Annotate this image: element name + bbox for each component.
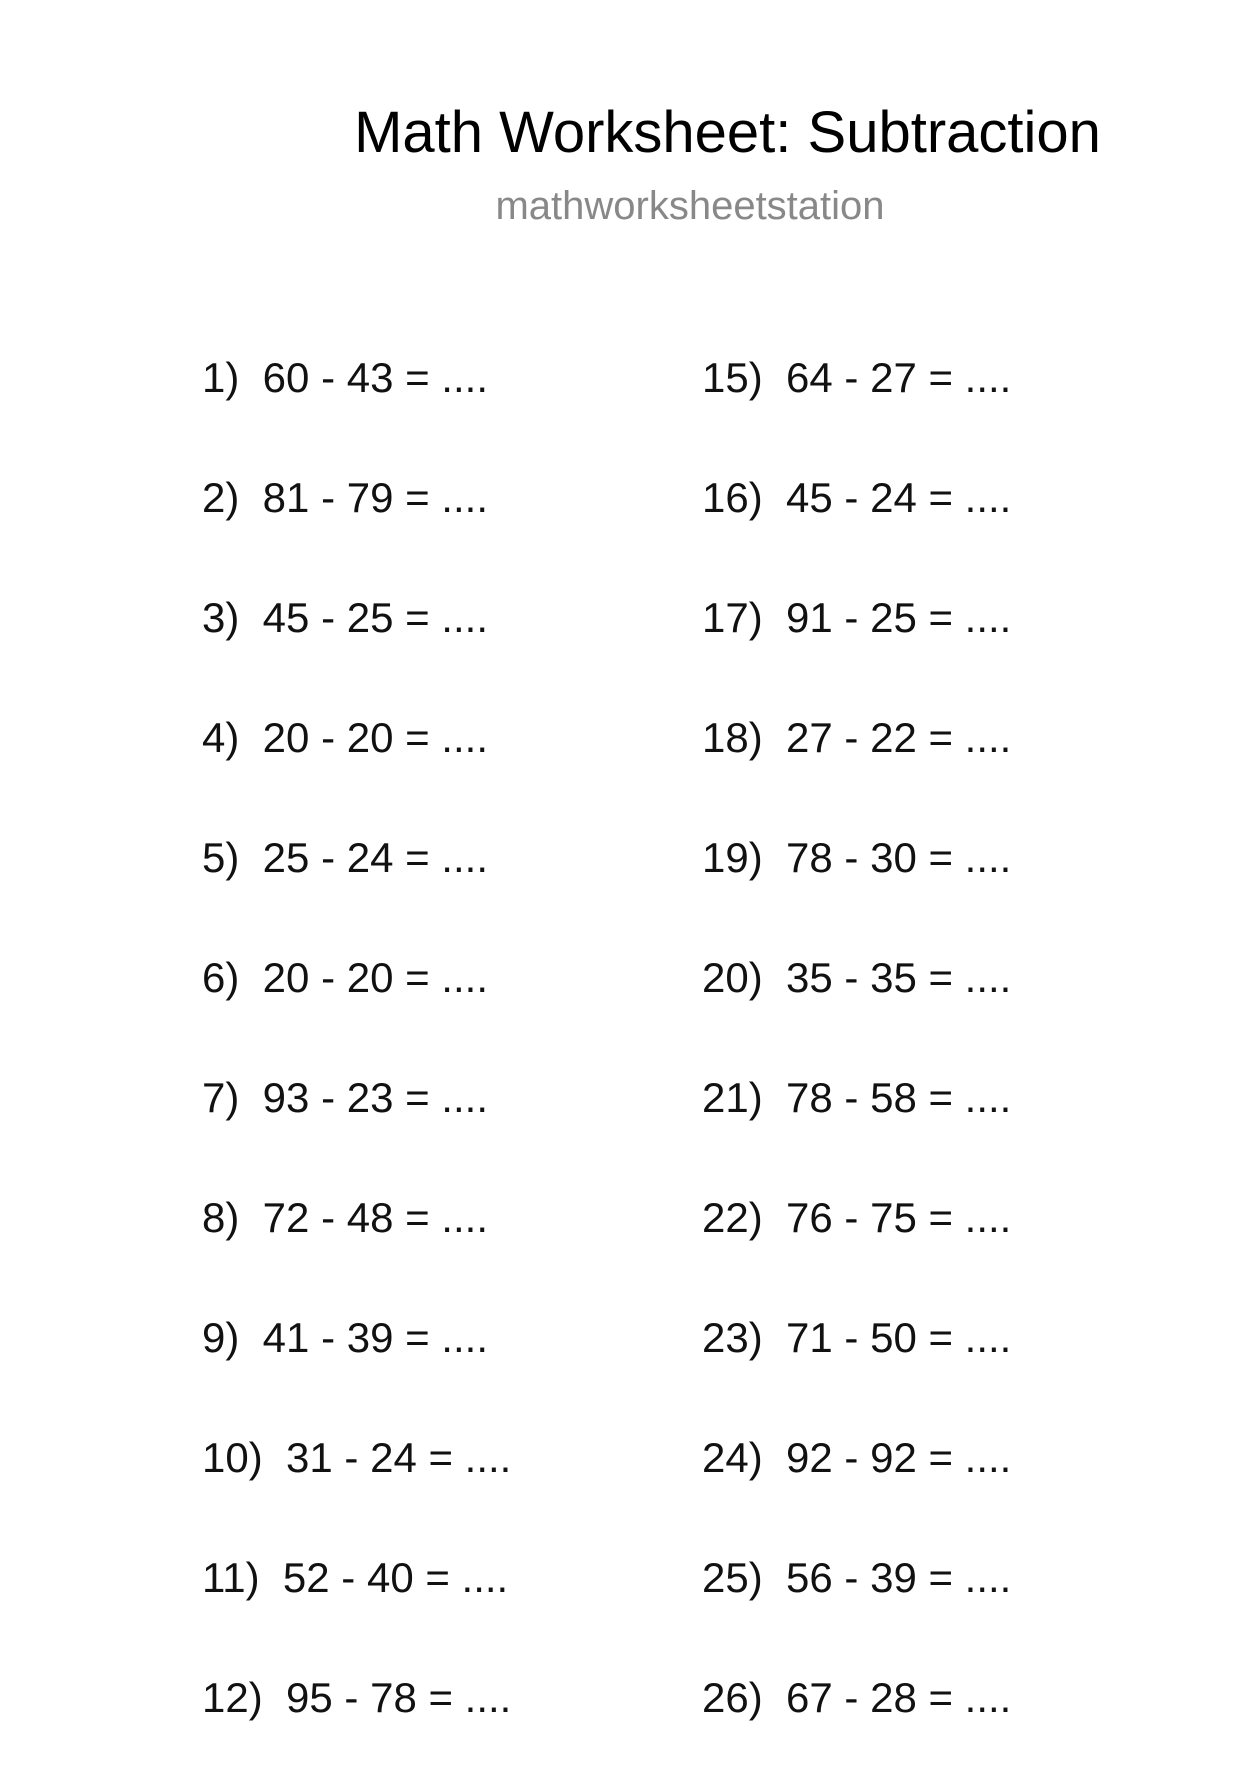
problem-item: 19) 78 - 30 = .... [702, 834, 1012, 881]
problem-item: 24) 92 - 92 = .... [702, 1434, 1012, 1481]
problem-item: 11) 52 - 40 = .... [202, 1554, 509, 1601]
problem-item: 10) 31 - 24 = .... [202, 1434, 512, 1481]
problem-item: 1) 60 - 43 = .... [202, 354, 488, 401]
problem-item: 2) 81 - 79 = .... [202, 474, 488, 521]
problem-item: 12) 95 - 78 = .... [202, 1674, 512, 1721]
problem-item: 21) 78 - 58 = .... [702, 1074, 1012, 1121]
problem-item: 23) 71 - 50 = .... [702, 1314, 1012, 1361]
worksheet-header [0, 0, 1240, 228]
problem-item: 16) 45 - 24 = .... [702, 474, 1012, 521]
problem-item: 18) 27 - 22 = .... [702, 714, 1012, 761]
problem-item: 20) 35 - 35 = .... [702, 954, 1012, 1001]
problem-item: 6) 20 - 20 = .... [202, 954, 488, 1001]
problem-column-left [202, 350, 722, 1790]
problem-item: 25) 56 - 39 = .... [702, 1554, 1012, 1601]
problem-item: 8) 72 - 48 = .... [202, 1194, 488, 1241]
problem-item: 22) 76 - 75 = .... [702, 1194, 1012, 1241]
problem-item: 15) 64 - 27 = .... [702, 354, 1012, 401]
problem-item: 9) 41 - 39 = .... [202, 1314, 488, 1361]
problem-item: 4) 20 - 20 = .... [202, 714, 488, 761]
worksheet-title: Math Worksheet: Subtraction [354, 100, 1101, 165]
problem-item: 3) 45 - 25 = .... [202, 594, 488, 641]
problem-item: 5) 25 - 24 = .... [202, 834, 488, 881]
problem-item: 26) 67 - 28 = .... [702, 1674, 1012, 1721]
problem-item: 17) 91 - 25 = .... [702, 594, 1012, 641]
problem-column-right [702, 350, 1222, 1790]
problem-item: 7) 93 - 23 = .... [202, 1074, 488, 1121]
worksheet-subtitle: mathworksheetstation [495, 184, 885, 228]
